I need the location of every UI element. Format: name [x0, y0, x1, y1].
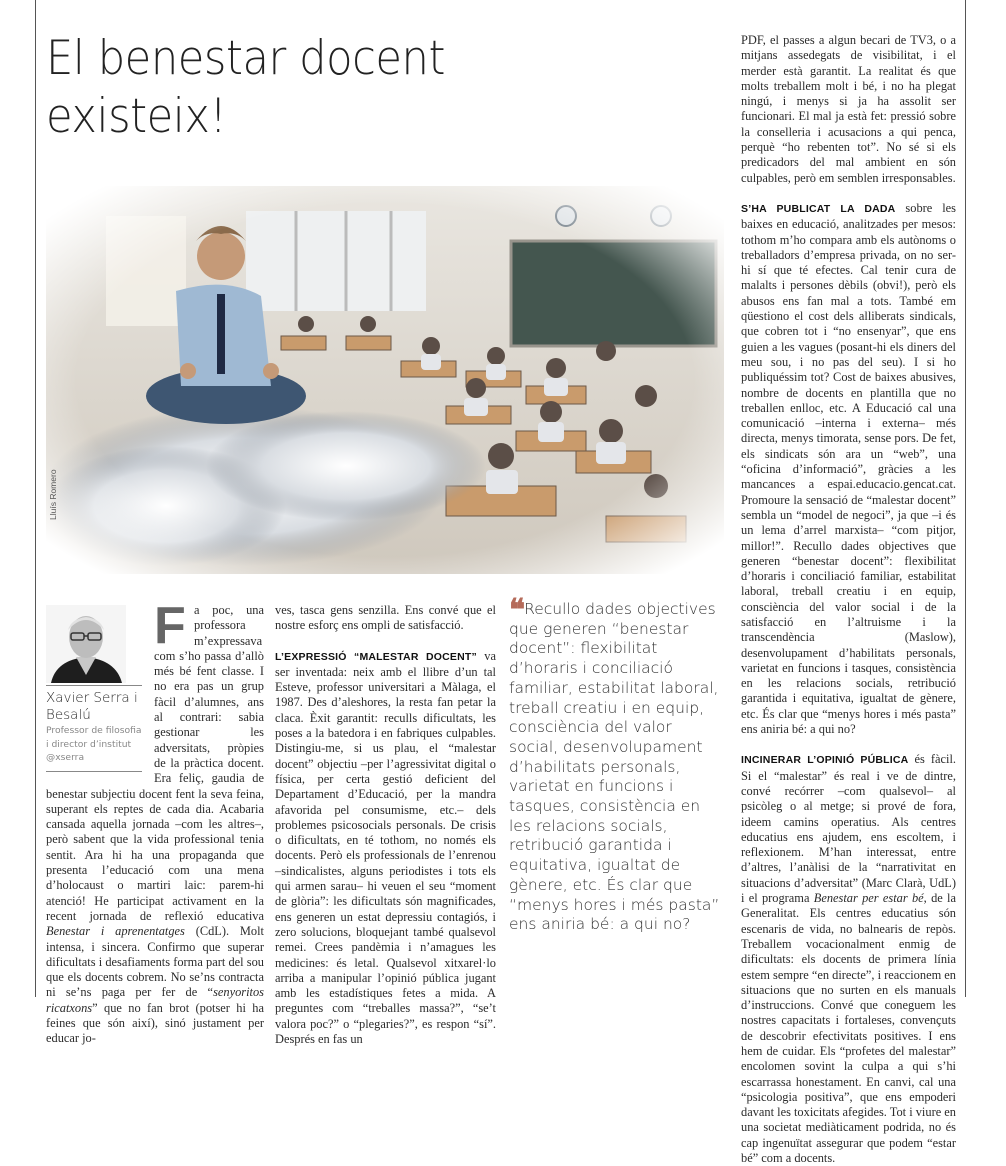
column-2-section: L’EXPRESSIÓ “MALESTAR DOCENT” va ser inventada: neix amb el llibre d’un tal Esteve, professor universitari a Màlaga, el 1987. Des d’aleshores, la resta fan petar la claca. Èxit garantit: reculls dificultats, les poses a la batedora i en fabriques culpables. Distingiu-me, si us plau, el “malestar docent” objectiu –per l’agressivitat digital o física, per certa gestió deficient del Departament d’Educació, per la mandra afavorida pel consumisme, etc.– dels problemes psicosocials personals. De crisis o dificultats, en té tothom, no només els docents. Però els professionals de l’enrenou –sindicalistes, alguns periodistes i tots els qui armen sarau– hi veuen el seu “moment de glòria”: les dificultats són magnificades, ens generen un estat depressiu contagiós, i zero solucions, bloquejant també qualsevol remei. Crees pandèmia i n’amagues les medicines: és letal. Qualsevol xitxarel·lo arriba a manipular l’opinió pública jugant amb les estadístiques fetes a mida. A preguntes com “treballes massa?”, “se’t valora poc?” o “plegaries?”, es respon “sí”. Després en fas un [275, 648, 496, 1047]
section-lead-malestar: L’EXPRESSIÓ “MALESTAR DOCENT” [275, 650, 477, 663]
author-handle: @xserra [46, 752, 85, 763]
column-2-continuation: ves, tasca gens senzilla. Ens convé que el nostre esforç ens ompli de satisfacció. [275, 603, 496, 633]
article-illustration [46, 186, 724, 574]
author-box-spacer [46, 603, 154, 773]
article-title: El benestar docent existeix! [46, 31, 446, 144]
article-column-1 [46, 597, 264, 1047]
page-left-rule [35, 0, 36, 997]
column-1-text: Fa poc, una professora m’expressava com s’ho passa d’allò més bé fent classe. I no era pas un grup fàcil d’alumnes, ans al contrari: sabia gestionar les adversitats, pròpies de la pràctica docent. Era feliç, gaudia de benestar subjectiu docent fent la seva feina, superant els reptes de cada dia. Acabaria cansada aquella jornada –com les altres–, però sabent que la vida professional tenia sentit. Ara hi ha una propaganda que presenta l’educació com una mena d’holocaust o martiri laic: parem-hi atenció! He participat activament en la recent jornada de reflexió educativa Benestar i aprenentatges (CdL). Molt intensa, i sincera. Confirmo que superar dificultats i desafiaments forma part del sou que els docents cobrem. No se’ns contracta ni se’ns paga per fer de “senyoritos ricatxons” que no fan brot (potser hi ha feines que són així), sinó justament per educar jo- [46, 597, 264, 1046]
article-column-4 [741, 33, 956, 1166]
author-role-line2: i director d’institut [46, 738, 132, 750]
classroom-meditation-illustration [46, 186, 724, 574]
illustration-credit: Lluís Romero [48, 469, 58, 520]
quote-mark-icon: ❝ [509, 593, 523, 628]
drop-cap: F [154, 597, 186, 655]
article-column-2 [275, 603, 496, 1047]
page-right-rule [965, 0, 966, 997]
column-4-section-dada: S’HA PUBLICAT LA DADA sobre les baixes en educació, analitzades per mesos: tothom m’ho compara amb els autònoms o treballadors d’empresa privada, on no ser-hi sí que té efectes. Cal tenir cura de malalts i persones dèbils (obvi!), però els abusos ens fan mal a tots. També em qüestiono el cost dels alliberats sindicals, que cobren tot i “no ensenyar”, que ens guien a les vagues (posant-hi els diners del meu sou, i no pas del seu). I si ho publiquéssim tot? Cost de baixes abusives, nombre de docents en plantilla que no treballen enlloc, etc. A Educació cal una comunicació –interna i externa– més directa, menys timorata, sense pors. De fet, els sindicats són ara un “web”, una “oficina d’informació”, gràcies a les mancances a espai.educacio.gencat.cat. Promoure la sensació de “malestar docent” sembla un “model de negoci”, ja que –i és un lema d’arrel marxista– “com pitjor, millor!”. Recullo dades objectives que generen “benestar docent”: flexibilitat d’horaris i conciliació familiar, estabilitat laboral, treball creatiu i en equip, consciència del valor social i de la satisfacció en l’altruisme i la transcendència (Maslow), desenvolupament d’habilitats personals, varietat en funcions i tasques, consistència en les relacions socials, retribució garantida i equitativa, igualtat de gènere, etc. És clar que “menys hores i més pasta” ens aniria bé: a qui no? [741, 200, 956, 737]
author-name: Xavier Serra i Besalú [46, 690, 138, 723]
pull-quote-text: Recullo dades objectives que generen “benestar docent”: flexibilitat d’horaris i conciliació familiar, estabilitat laboral, treball creatiu i en equip, consciència del valor social, desenvolupament d’habilitats personals, varietat en funcions i tasques, consistència en les relacions socials, retribució garantida i equitativa, igualtat de gènere, etc. És clar que “menys hores i més pasta” ens aniria bé: a qui no? [509, 600, 720, 934]
section-lead-dada: S’HA PUBLICAT LA DADA [741, 202, 896, 215]
section-lead-incinerar: INCINERAR L’OPINIÓ PÚBLICA [741, 754, 909, 767]
author-role-line1: Professor de filosofia [46, 725, 142, 736]
pull-quote [509, 593, 723, 935]
column-4-continuation: PDF, el passes a algun becari de TV3, o a mitjans assedegats de visibilitat, i el merder està garantit. La realitat és que molts treballem molt i bé, i no ha plegat ningú, i menys si ja ha assolit ser funcionari. El mal ja està fet: pressió sobre la conselleria i acusacions a qui penca, perquè “ho rebenten tot”. No sé si els predicadors del mal ambient en són culpables, però em semblen irresponsables. [741, 33, 956, 185]
column-4-section-incinerar: INCINERAR L’OPINIÓ PÚBLICA és fàcil. Si el “malestar” és real i ve de dintre, convé recórrer –com qualsevol– al psicòleg o al metge; si prové de fora, ideem camins operatius. Als centres educatius ens ajudem, ens escoltem, i reflexionem. M’han interessat, entre d’altres, l’anàlisi de la “narrativitat en situacions d’adversitat” (Marc Clarà, UdL) i el programa Benestar per estar bé, de la Generalitat. Els centres educatius són escenaris de vida, no balnearis de repòs. Treballem vocacionalment enmig de dificultats: els docents de primera línia estem sempre “en directe”, i reaccionem en situacions que no surten en els manuals d’instruccions. Convé que coneguem les nostres capacitats i fortaleses, convençuts de descobrir efectivitats positives. I ens hem de cuidar. Els “profetes del malestar” encolomen sovint la culpa a qui s’hi escarrassa honestament. En canvi, cal una “psicologia positiva”, que ens empoderi davant les toxicitats afegides. Tot i viure en una societat mediàticament podrida, no és cap ingenuïtat assegurar que podem “estar bé” com a docents. [741, 752, 957, 1166]
